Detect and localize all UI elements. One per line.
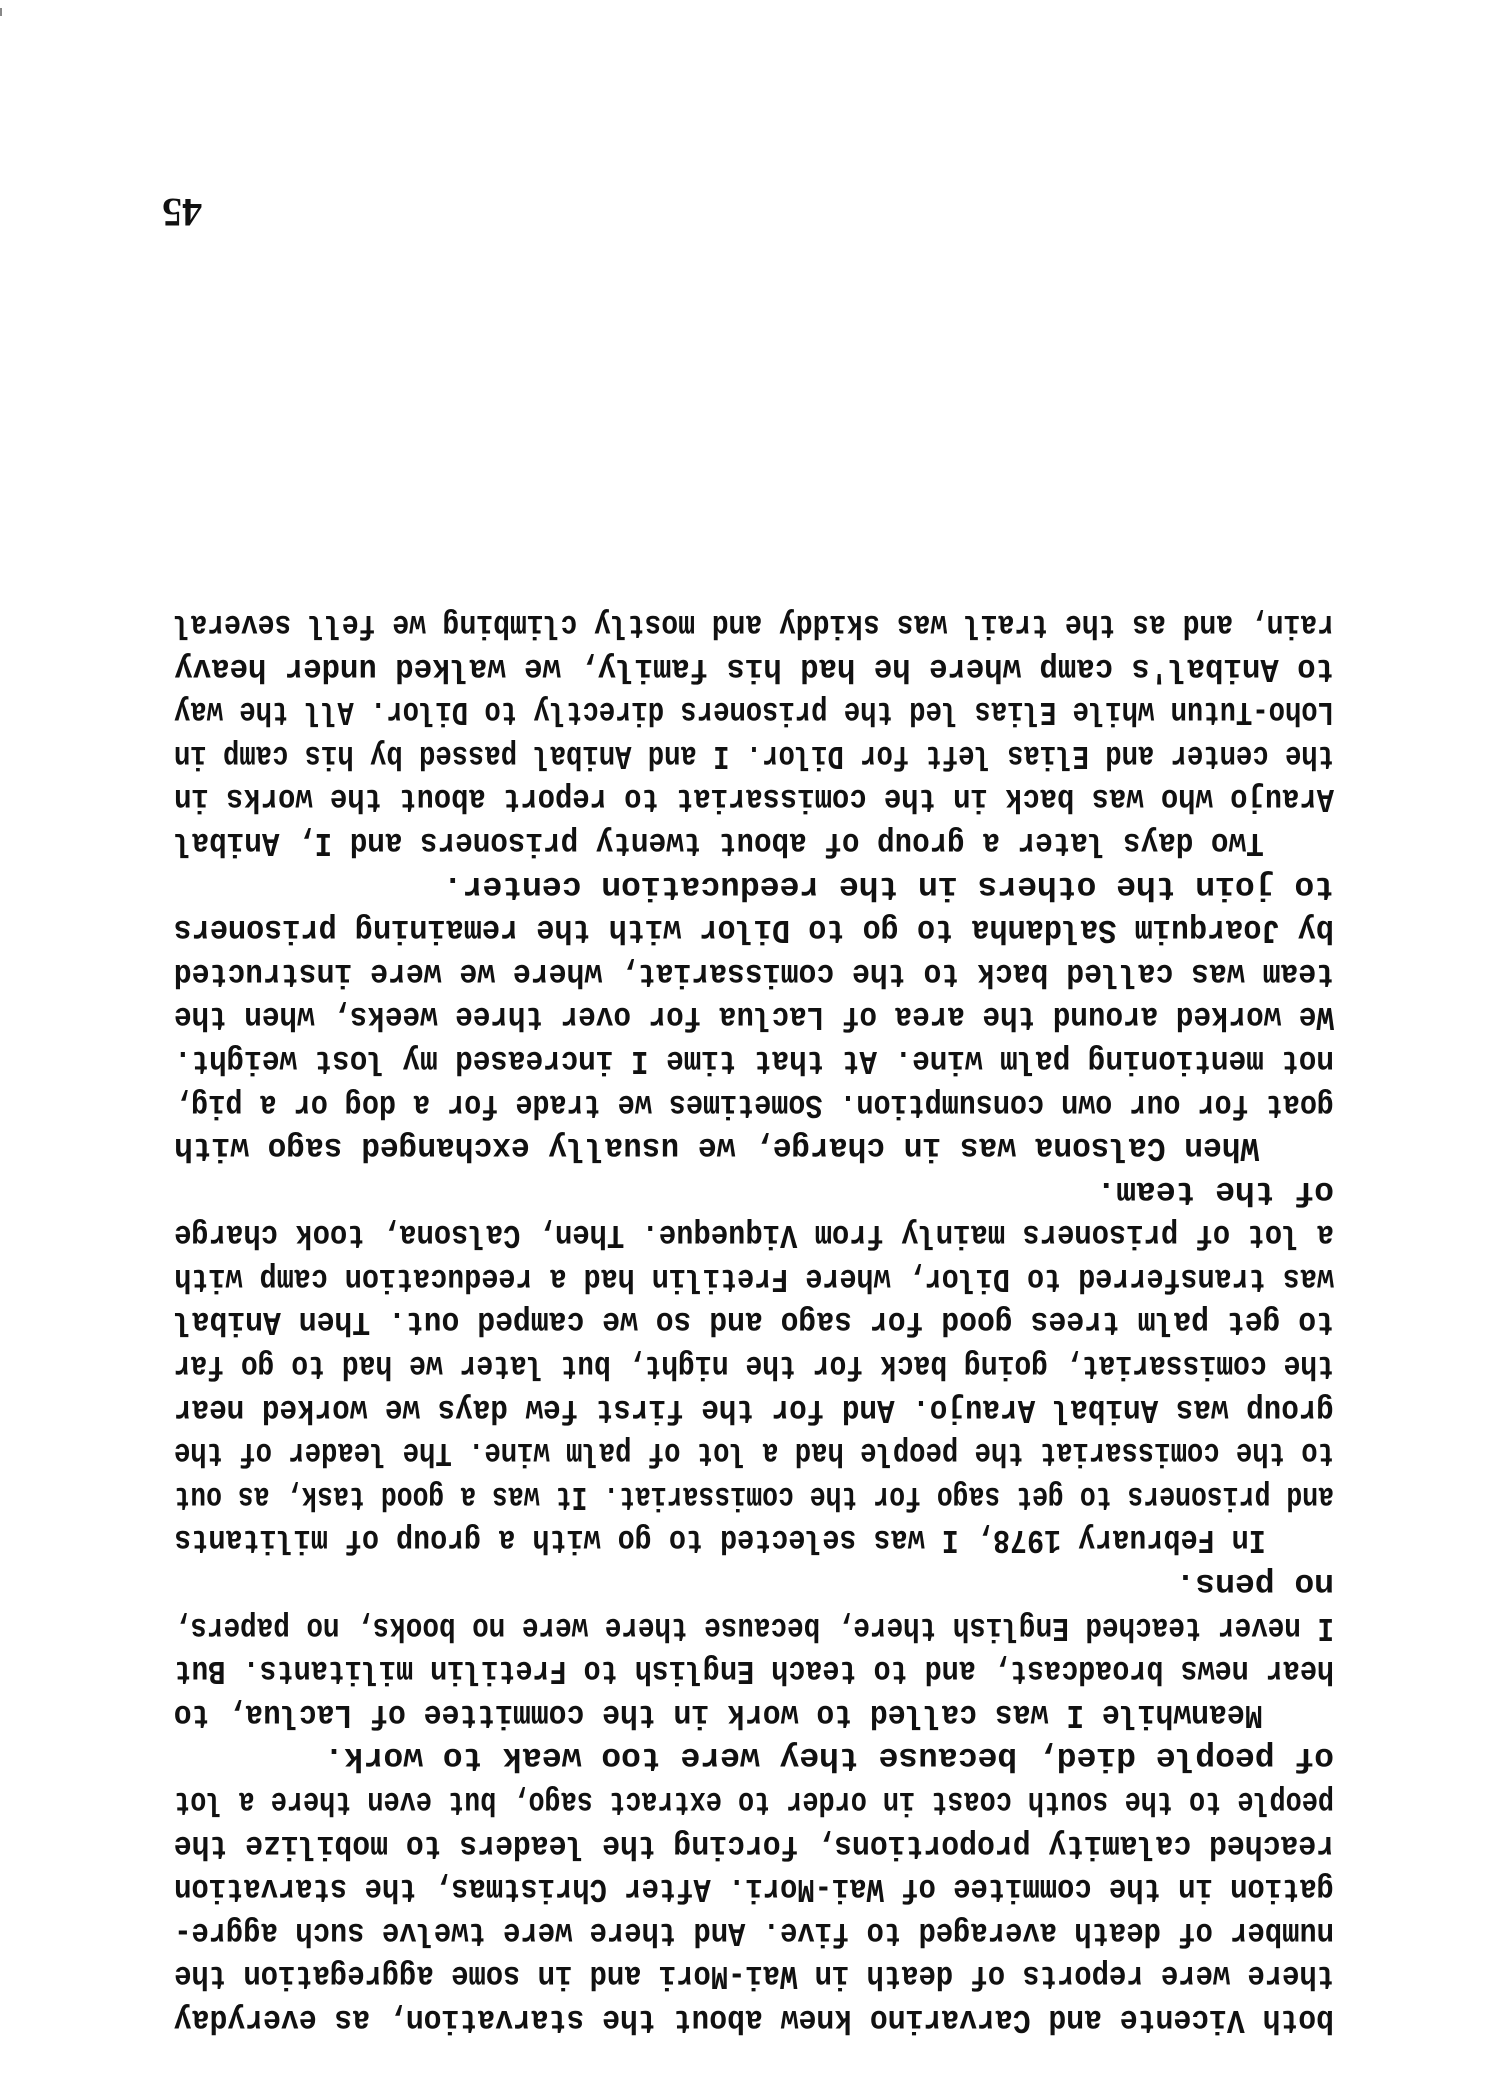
text-line: of people died, because they were too weak to work.: [324, 1739, 1334, 1777]
text-line: Loho-Tutun while Elias led the prisoners directly to Dilor. All the way: [173, 693, 1334, 731]
text-line: When Calsona was in charge, we usually exchanged sago with: [174, 1129, 1334, 1167]
text-line: Meanwhile I was called to work in the committee of Laclua, to: [173, 1695, 1334, 1733]
body-text: [174, 602, 1334, 2041]
text-line: gation in the commitee of Wai-Mori. After Christmas, the starvation: [174, 1870, 1334, 1908]
text-line: the center and Elias left for Dilor. I and Anibal passed by his camp in: [173, 736, 1334, 774]
text-line: team was called back to the comissariat, where we were instructed: [173, 954, 1334, 992]
text-line: and prisoners to get sago for the comissariat. It was a good task, as out: [174, 1477, 1334, 1515]
text-line: group was Anibal Araujo. And for the first few days we worked near: [173, 1390, 1334, 1428]
text-line: was transferred to Dilor, where Fretilin had a reeducation camp with: [174, 1259, 1334, 1297]
text-line: both Vicente and Carvarino knew about the starvation, as everyday: [173, 2001, 1334, 2038]
scan-speck: [0, 8, 2, 16]
text-line: Two days later a group of about twenty prisoners and I, Anibal: [173, 823, 1334, 861]
text-line: I never teached English there, because there were no books, no papers,: [173, 1608, 1334, 1646]
text-line: to get palm trees good for sago and so we camped out. Then Anibal: [173, 1303, 1334, 1341]
text-line: In February 1978, I was selected to go with a group of militants: [174, 1521, 1334, 1559]
text-line: number of death averaged to five. And there were twelve such aggre-: [174, 1913, 1334, 1951]
text-line: We worked around the area of Laclua for over three weeks, when the: [173, 998, 1334, 1036]
text-line: Araujo who was back in the comissariat to report about the works in: [174, 780, 1334, 818]
page-number: 45: [162, 190, 202, 235]
text-line: hear news broadcast, and to teach English to Fretilin militants. But: [174, 1652, 1334, 1690]
text-line: a lot of prisoners mainly from Viqueque. Then, Calsona, took charge: [174, 1216, 1334, 1254]
text-line: of the team.: [1096, 1172, 1334, 1210]
text-line: reached calamity proportions, forcing the leaders to mobilize the: [173, 1826, 1334, 1864]
text-line: to the comissariat the people had a lot of palm wine. The leader of the: [173, 1434, 1334, 1472]
text-line: people to the south coast in order to extract sago, but even there a lot: [174, 1783, 1334, 1821]
text-line: no pens.: [1175, 1565, 1334, 1603]
text-line: to join the others in the reeducation center.: [442, 867, 1334, 905]
text-line: not mentioning palm wine. At that time I increased my lost weight.: [173, 1041, 1334, 1079]
text-line: by Joarquim Saldanha to go to Dilor with the remaining prisoners: [173, 911, 1334, 949]
text-line: goat for our own consumption. Sometimes we trade for a dog or a pig,: [174, 1085, 1334, 1123]
text-line: there were reports of death in Wai-Mori and in some aggregation the: [174, 1957, 1334, 1995]
text-line: to Anibal's camp where he had his family, we walked under heavy: [174, 649, 1334, 687]
text-line: the comissariat, going back for the night, but later we had to go far: [173, 1347, 1334, 1385]
text-line: rain, and as the trail was skiddy and mostly climbing we fell several: [173, 606, 1334, 643]
